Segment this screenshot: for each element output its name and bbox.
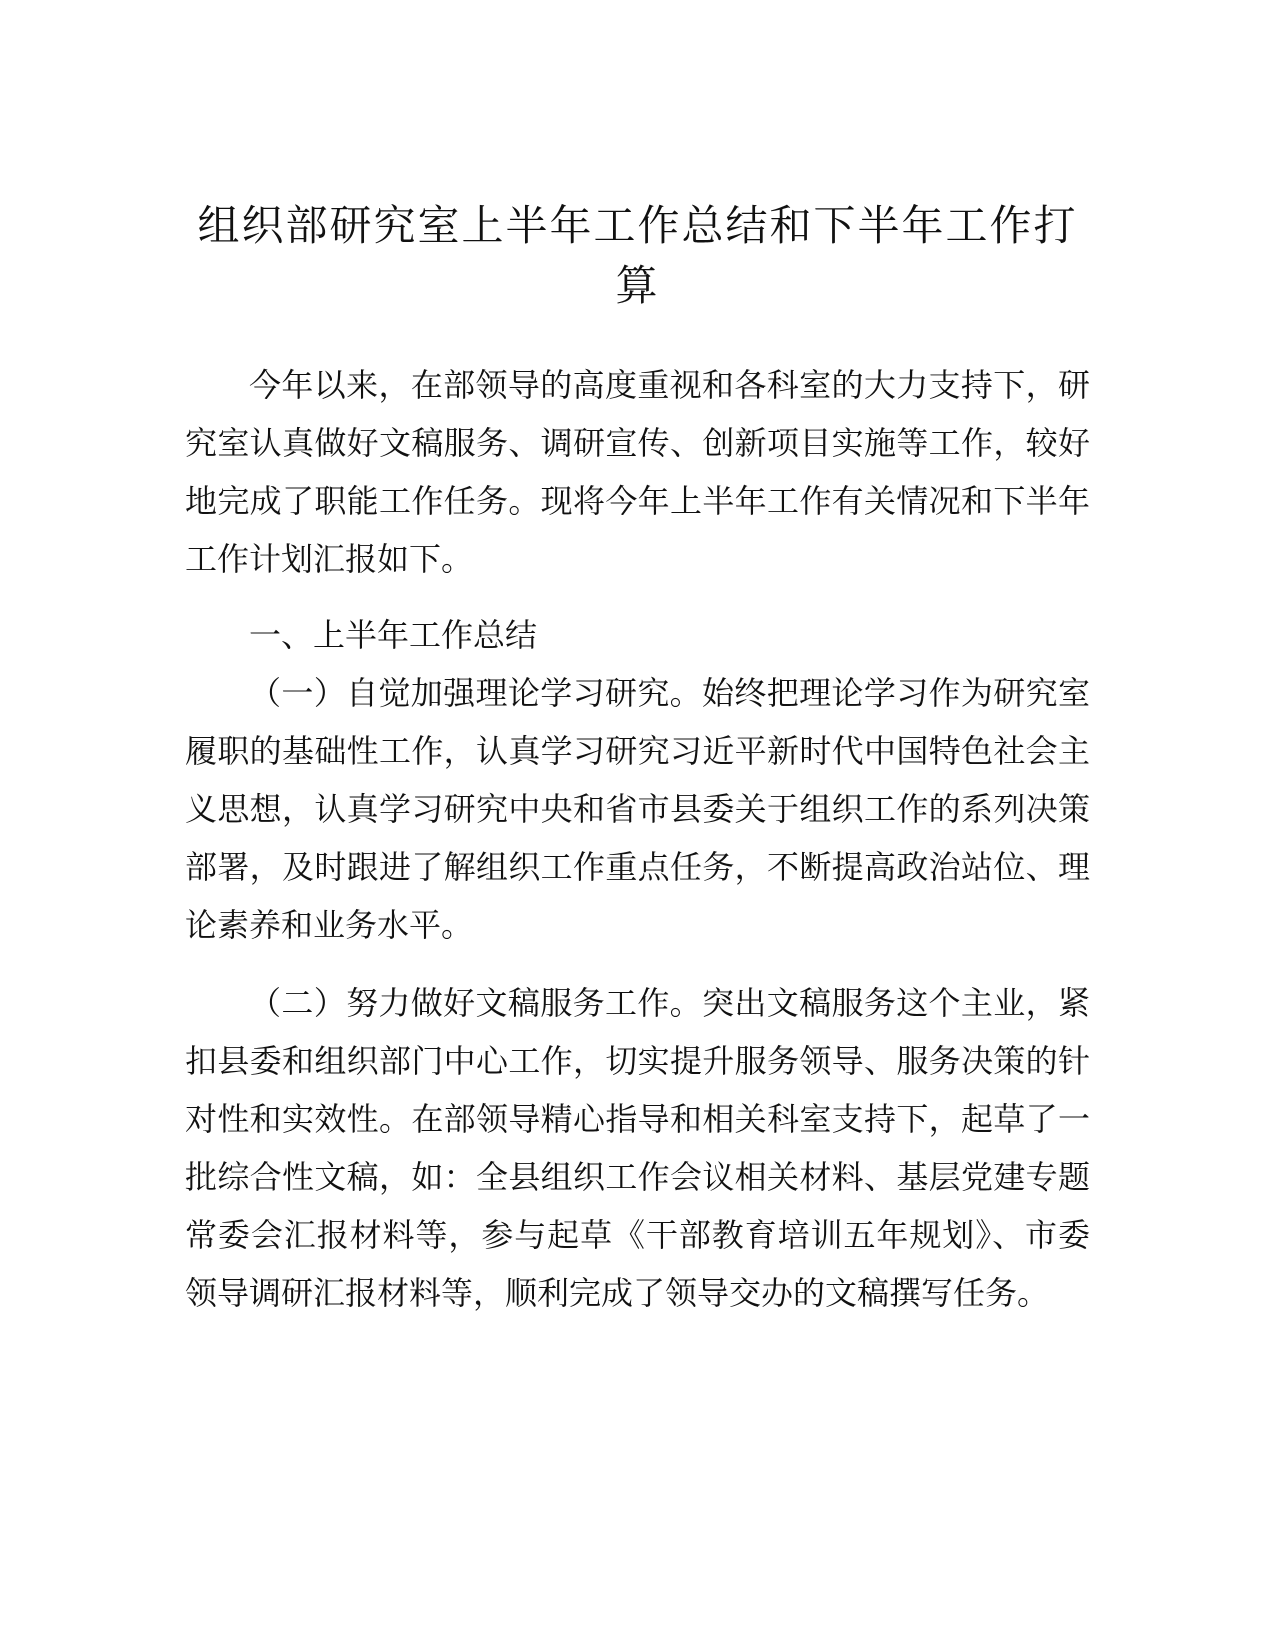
document-title: 组织部研究室上半年工作总结和下半年工作打算 — [197, 201, 1078, 310]
intro-paragraph: 今年以来，在部领导的高度重视和各科室的大力支持下，研究室认真做好文稿服务、调研宣传、创新项目实施等工作，较好地完成了职能工作任务。现将今年上半年工作有关情况和下半年工作计划汇报如下。 — [185, 366, 1090, 578]
subsection-paragraph-2: （二）努力做好文稿服务工作。突出文稿服务这个主业，紧扣县委和组织部门中心工作，切实提升服务领导、服务决策的针对性和实效性。在部领导精心指导和相关科室支持下，起草了一批综合性文稿，如：全县组织工作会议相关材料、基层党建专题常委会汇报材料等，参与起草《干部教育培训五年规划》、市委领导调研汇报材料等，顺利完成了领导交办的文稿撰写任务。 — [185, 984, 1090, 1312]
section-heading: 一、上半年工作总结 — [249, 616, 538, 654]
subsection-paragraph-1: （一）自觉加强理论学习研究。始终把理论学习作为研究室履职的基础性工作，认真学习研究习近平新时代中国特色社会主义思想，认真学习研究中央和省市县委关于组织工作的系列决策部署，及时跟进了解组织工作重点任务，不断提高政治站位、理论素养和业务水平。 — [185, 674, 1090, 944]
